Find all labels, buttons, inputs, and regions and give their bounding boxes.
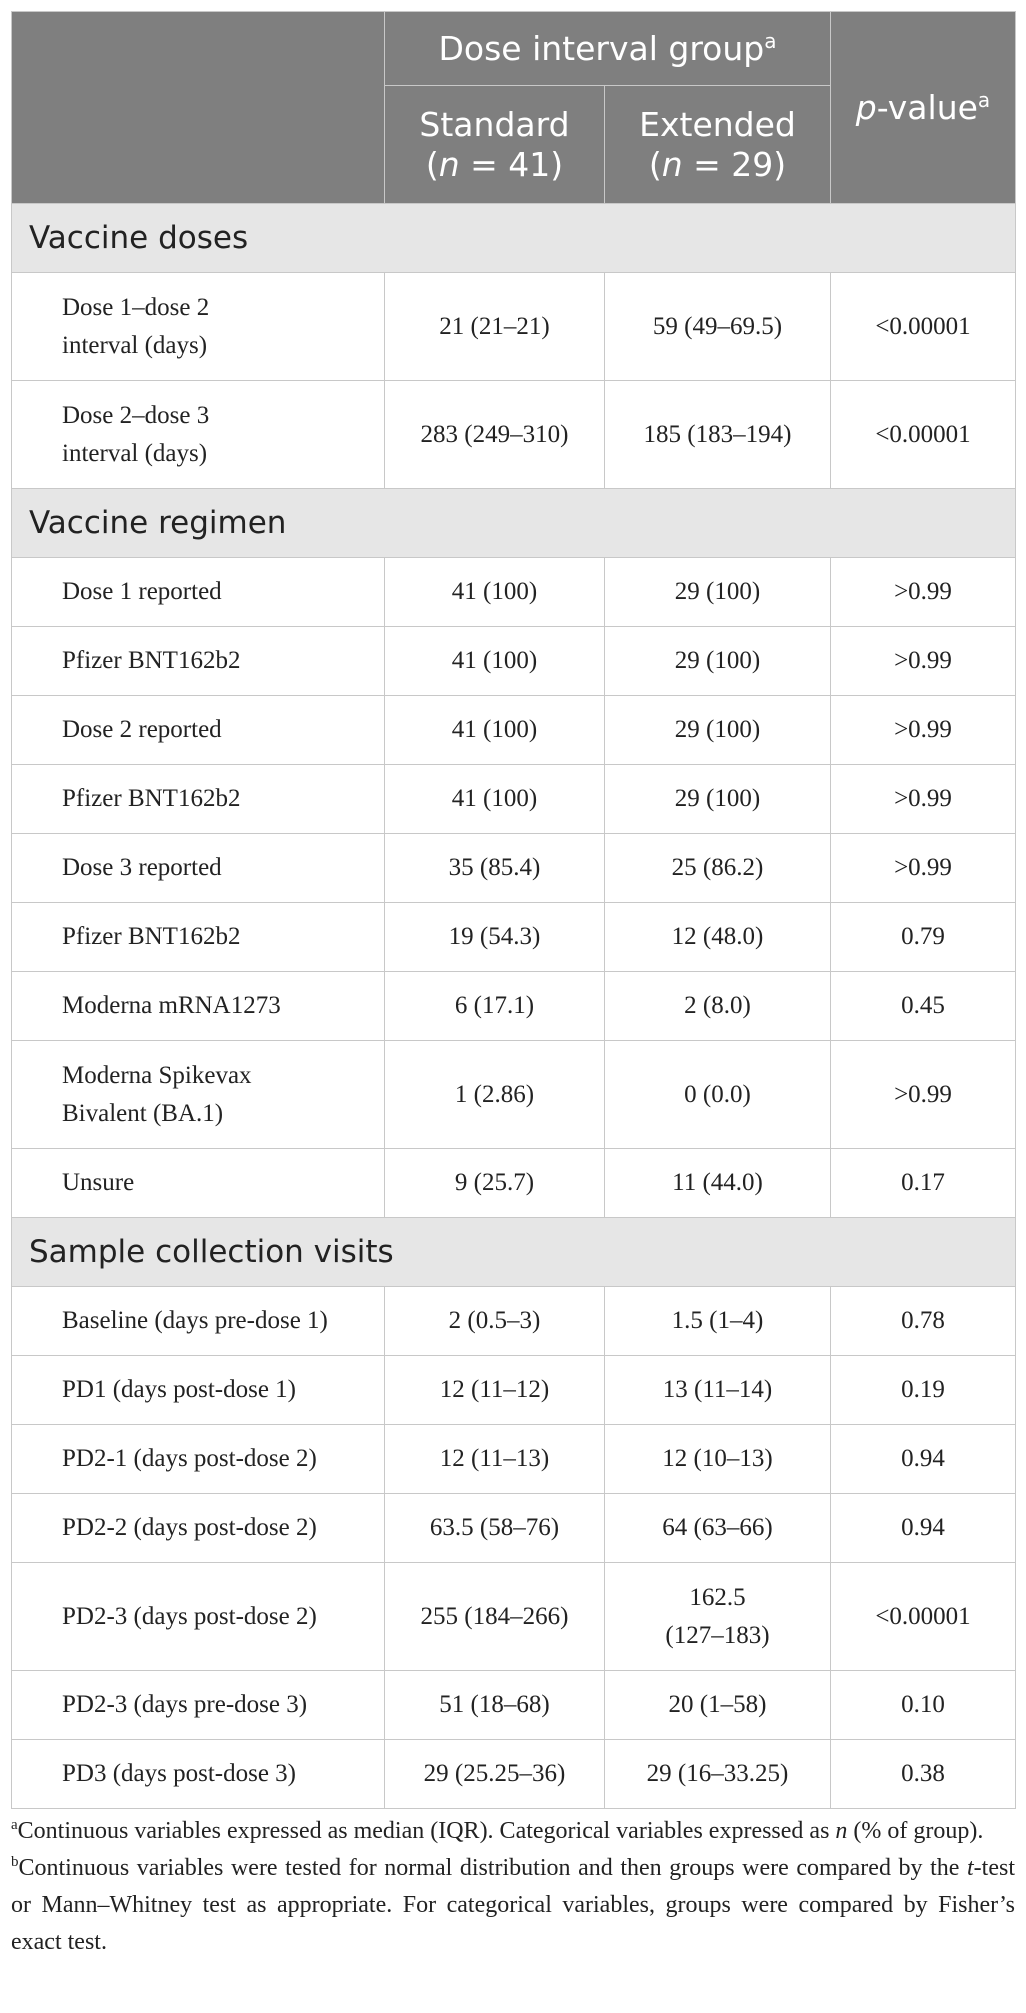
section-title: Sample collection visits xyxy=(12,1218,1016,1287)
footnote-b: $^b$Continuous variables were tested for normal distribution and then groups were compared by the t-test or Mann–Whitney test as appropriate. For categorical variables, groups were compared by Fisher’s exact test. xyxy=(11,1854,1015,1955)
table-row xyxy=(12,903,1016,972)
standard-value: 51 (18–68) xyxy=(385,1671,605,1740)
extended-value: 64 (63–66) xyxy=(605,1494,831,1563)
standard-value: 283 (249–310) xyxy=(385,381,605,489)
footnote-a: $^a$Continuous variables expressed as median (IQR). Categorical variables expressed as n (% of group). xyxy=(11,1817,984,1844)
section-header-row xyxy=(12,204,1016,273)
table-row xyxy=(12,1494,1016,1563)
extended-value: 29 (100) xyxy=(605,696,831,765)
row-label: Dose 1 reported xyxy=(12,558,385,627)
extended-value: 185 (183–194) xyxy=(605,381,831,489)
standard-value: 12 (11–12) xyxy=(385,1356,605,1425)
standard-value: 35 (85.4) xyxy=(385,834,605,903)
table-row xyxy=(12,834,1016,903)
p-value: 0.10 xyxy=(831,1671,1016,1740)
row-label: Unsure xyxy=(12,1149,385,1218)
table-row xyxy=(12,696,1016,765)
row-label: Dose 2–dose 3 interval (days) xyxy=(12,381,385,489)
row-label: PD3 (days post-dose 3) xyxy=(12,1740,385,1809)
section-title: Vaccine regimen xyxy=(12,489,1016,558)
table-row xyxy=(12,1287,1016,1356)
standard-value: 21 (21–21) xyxy=(385,273,605,381)
section-title: Vaccine doses xyxy=(12,204,1016,273)
header-extended: Extended (n = 29) xyxy=(605,86,831,204)
header-standard: Standard (n = 41) xyxy=(385,86,605,204)
row-label: Moderna Spikevax Bivalent (BA.1) xyxy=(12,1041,385,1149)
extended-value: 12 (48.0) xyxy=(605,903,831,972)
p-value: <0.00001 xyxy=(831,273,1016,381)
extended-value: 162.5 (127–183) xyxy=(605,1563,831,1671)
standard-value: 29 (25.25–36) xyxy=(385,1740,605,1809)
table-row xyxy=(12,273,1016,381)
extended-value: 59 (49–69.5) xyxy=(605,273,831,381)
extended-n: (n = 29) xyxy=(648,144,787,184)
standard-value: 41 (100) xyxy=(385,696,605,765)
p-value: 0.94 xyxy=(831,1494,1016,1563)
p-value: 0.38 xyxy=(831,1740,1016,1809)
p-value: >0.99 xyxy=(831,765,1016,834)
data-table xyxy=(11,11,1016,1809)
p-value: 0.94 xyxy=(831,1425,1016,1494)
table-body xyxy=(12,204,1016,1809)
table-row xyxy=(12,1041,1016,1149)
extended-value: 13 (11–14) xyxy=(605,1356,831,1425)
table-row xyxy=(12,1149,1016,1218)
standard-value: 41 (100) xyxy=(385,627,605,696)
p-value: 0.79 xyxy=(831,903,1016,972)
extended-value: 29 (100) xyxy=(605,558,831,627)
standard-n: (n = 41) xyxy=(425,144,564,184)
pvalue-label: p-value xyxy=(855,88,978,127)
table-row xyxy=(12,765,1016,834)
extended-value: 1.5 (1–4) xyxy=(605,1287,831,1356)
extended-value: 2 (8.0) xyxy=(605,972,831,1041)
table-container xyxy=(11,11,1015,1961)
standard-value: 41 (100) xyxy=(385,765,605,834)
standard-value: 255 (184–266) xyxy=(385,1563,605,1671)
p-value: <0.00001 xyxy=(831,381,1016,489)
p-value: >0.99 xyxy=(831,1041,1016,1149)
standard-value: 6 (17.1) xyxy=(385,972,605,1041)
row-label: PD2-2 (days post-dose 2) xyxy=(12,1494,385,1563)
table-row xyxy=(12,1425,1016,1494)
standard-value: 19 (54.3) xyxy=(385,903,605,972)
row-label: Pfizer BNT162b2 xyxy=(12,903,385,972)
row-label: Baseline (days pre-dose 1) xyxy=(12,1287,385,1356)
header-pvalue: p-value$^a$ xyxy=(831,12,1016,204)
standard-value: 12 (11–13) xyxy=(385,1425,605,1494)
section-header-row xyxy=(12,1218,1016,1287)
table-row xyxy=(12,381,1016,489)
footnotes xyxy=(11,1813,1015,1961)
p-value: >0.99 xyxy=(831,627,1016,696)
row-label: PD2-1 (days post-dose 2) xyxy=(12,1425,385,1494)
table-row xyxy=(12,972,1016,1041)
p-value: 0.19 xyxy=(831,1356,1016,1425)
extended-value: 0 (0.0) xyxy=(605,1041,831,1149)
table-row xyxy=(12,1671,1016,1740)
standard-value: 41 (100) xyxy=(385,558,605,627)
extended-value: 29 (16–33.25) xyxy=(605,1740,831,1809)
row-label: Pfizer BNT162b2 xyxy=(12,765,385,834)
standard-value: 9 (25.7) xyxy=(385,1149,605,1218)
p-value: 0.45 xyxy=(831,972,1016,1041)
extended-value: 29 (100) xyxy=(605,765,831,834)
section-header-row xyxy=(12,489,1016,558)
table-row xyxy=(12,1740,1016,1809)
row-label: Moderna mRNA1273 xyxy=(12,972,385,1041)
row-label: PD2-3 (days pre-dose 3) xyxy=(12,1671,385,1740)
row-label: Dose 3 reported xyxy=(12,834,385,903)
extended-value: 12 (10–13) xyxy=(605,1425,831,1494)
p-value: >0.99 xyxy=(831,558,1016,627)
table-row xyxy=(12,558,1016,627)
table-row xyxy=(12,1356,1016,1425)
p-value: 0.17 xyxy=(831,1149,1016,1218)
extended-value: 11 (44.0) xyxy=(605,1149,831,1218)
p-value: >0.99 xyxy=(831,696,1016,765)
header-blank-cell xyxy=(12,12,385,204)
table-row xyxy=(12,627,1016,696)
row-label: Dose 1–dose 2 interval (days) xyxy=(12,273,385,381)
p-value: >0.99 xyxy=(831,834,1016,903)
extended-value: 20 (1–58) xyxy=(605,1671,831,1740)
p-value: <0.00001 xyxy=(831,1563,1016,1671)
standard-value: 63.5 (58–76) xyxy=(385,1494,605,1563)
row-label: Pfizer BNT162b2 xyxy=(12,627,385,696)
extended-value: 25 (86.2) xyxy=(605,834,831,903)
extended-value: 29 (100) xyxy=(605,627,831,696)
row-label: PD2-3 (days post-dose 2) xyxy=(12,1563,385,1671)
table-row xyxy=(12,1563,1016,1671)
header-group-title: Dose interval group$^a$ xyxy=(385,12,831,86)
p-value: 0.78 xyxy=(831,1287,1016,1356)
row-label: PD1 (days post-dose 1) xyxy=(12,1356,385,1425)
standard-value: 1 (2.86) xyxy=(385,1041,605,1149)
row-label: Dose 2 reported xyxy=(12,696,385,765)
standard-value: 2 (0.5–3) xyxy=(385,1287,605,1356)
